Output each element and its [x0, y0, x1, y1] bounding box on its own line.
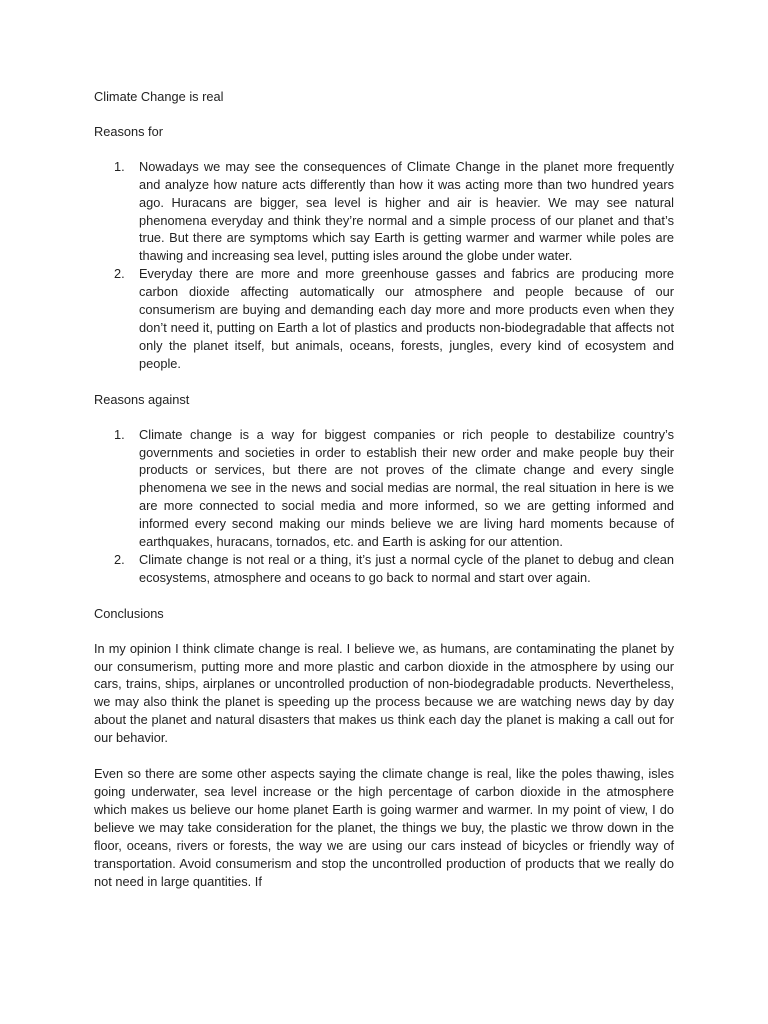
list-item: Everyday there are more and more greenhouse gasses and fabrics are producing more carbon dioxide affecting automatically our atmosphere and people because of our consumerism are buying and demanding each day more and more products even when they don’t need it, putting on Earth a lot of plastics and products non-biodegradable that affects not only the planet itself, but animals, oceans, forests, jungles, every kind of ecosystem and people.	[139, 266, 674, 371]
conclusion-paragraph: In my opinion I think climate change is real. I believe we, as humans, are contaminating the planet by our consumerism, putting more and more plastic and carbon dioxide in the atmosphere by using our cars, trains, ships, airplanes or uncontrolled production of non-biodegradable products. Nevertheless, we may also think the planet is speeding up the process because we are watching news day by day about the planet and natural disasters that makes us think each day the planet is making a call out for our behavior.	[94, 640, 674, 746]
reasons-against-heading: Reasons against	[94, 391, 190, 407]
document-body	[94, 88, 674, 908]
reasons-against-list	[94, 426, 674, 587]
conclusions-heading: Conclusions	[94, 605, 164, 621]
reasons-for-list	[94, 158, 674, 373]
list-item: Nowadays we may see the consequences of Climate Change in the planet more frequently and analyze how nature acts differently than how it was acting more than two hundred years ago. Huracans are bigger, sea level is higher and air is heavier. We may see natural phenomena everyday and think they’re normal and a simple process of our planet and that’s true. But there are symptoms which say Earth is getting warmer and warmer while poles are thawing and increasing sea level, putting isles around the globe under water.	[139, 158, 674, 264]
document-title: Climate Change is real	[94, 89, 224, 104]
list-item: Climate change is not real or a thing, it’s just a normal cycle of the planet to debug and clean ecosystems, atmosphere and oceans to go back to normal and start over again.	[139, 551, 674, 585]
conclusion-paragraph: Even so there are some other aspects saying the climate change is real, like the poles thawing, isles going underwater, sea level increase or the high percentage of carbon dioxide in the atmosphere which makes us believe our home planet Earth is going warmer and warmer. In my point of view, I do believe we may take consideration for the planet, the things we buy, the plastic we throw down in the floor, oceans, rivers or forests, the way we are using our cars instead of bicycles or friendly way of transportation. Avoid consumerism and stop the uncontrolled production of products that we really do not need in large quantities. If	[94, 766, 674, 889]
reasons-for-heading: Reasons for	[94, 123, 163, 139]
list-item: Climate change is a way for biggest companies or rich people to destabilize country’s governments and societies in order to establish their new order and make people buy their products or services, but there are not proves of the climate change and every single phenomena we see in the news and social medias are normal, the real situation in here is we are more connected to social media and more informed, so we are getting informed and informed every second making our minds believe we are living hard moments because of earthquakes, huracans, tornados, etc. and Earth is asking for our attention.	[139, 426, 674, 550]
